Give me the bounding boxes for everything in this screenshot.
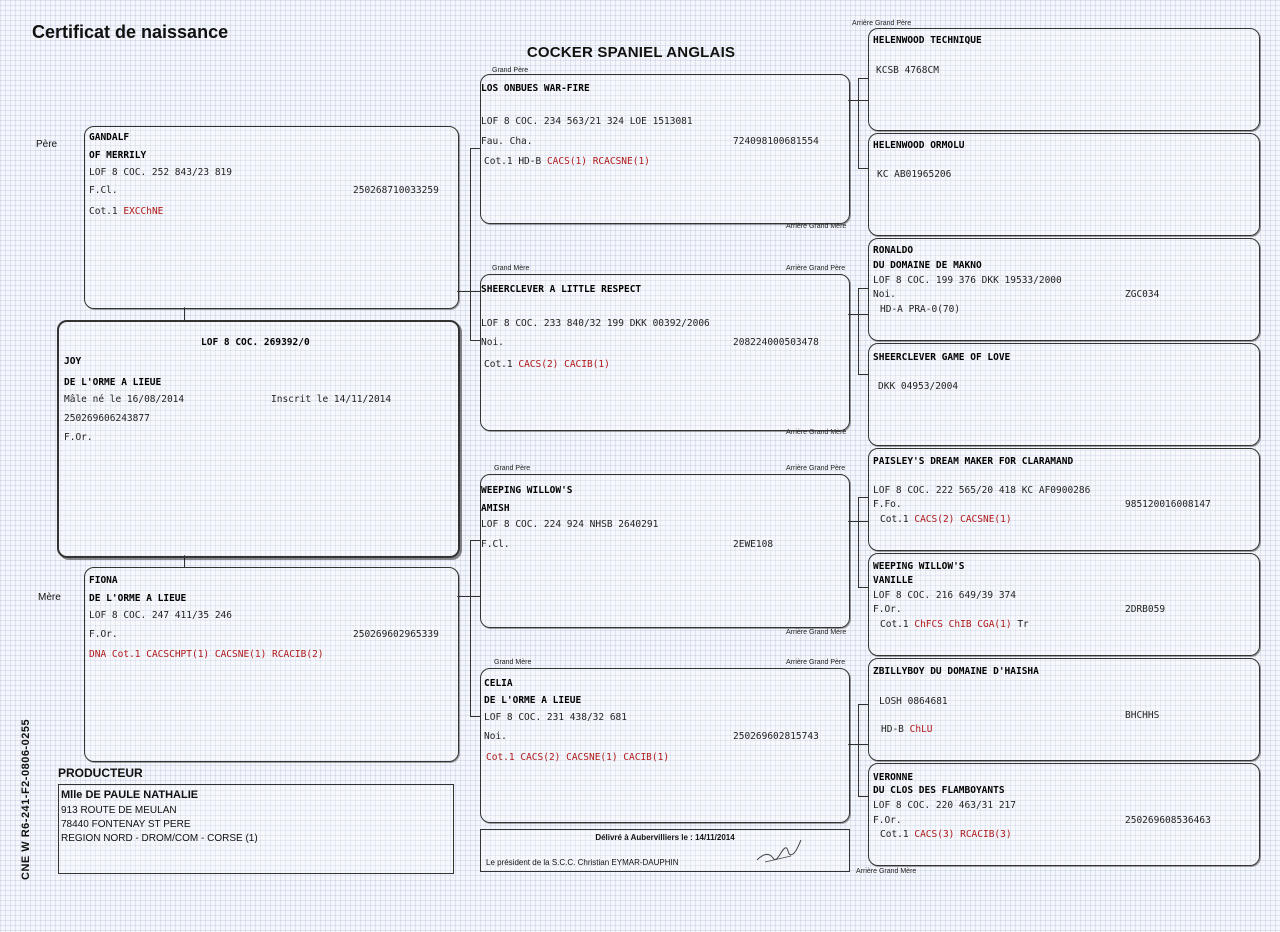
pere-label: Père xyxy=(36,139,58,150)
document-title: Certificat de naissance xyxy=(32,22,229,42)
great-grandparent-3-name: RONALDO xyxy=(873,245,914,256)
grandparent-1-color: Fau. Cha. xyxy=(481,136,533,147)
dam-titles: CACSCHPT(1) CACSNE(1) RCACIB(2) xyxy=(146,649,324,660)
grandparent-3-name: WEEPING WILLOW'S xyxy=(481,485,573,496)
grandparent-box-2 xyxy=(480,274,850,431)
great-grandparent-3-titles: HD-A PRA-0(70) xyxy=(880,304,961,315)
great-grandparent-4-registration: DKK 04953/2004 xyxy=(878,381,959,392)
grandparent-1-titles: CACS(1) RCACSNE(1) xyxy=(546,156,650,167)
great-grandparent-box-3 xyxy=(868,238,1260,341)
great-grandparent-6-titles: ChFCS ChIB CGA(1) xyxy=(914,619,1012,630)
great-grandparent-box-1 xyxy=(868,28,1260,131)
label-arriere-grand-mere-1: Arrière Grand Mère xyxy=(786,223,847,230)
mere-label: Mère xyxy=(38,592,61,603)
grandparent-4-titles: CACS(2) CACSNE(1) CACIB(1) xyxy=(520,752,670,763)
subject-name: JOY xyxy=(64,356,82,367)
dam-titles-line xyxy=(89,650,324,660)
producer-box xyxy=(58,784,454,874)
great-grandparent-3-affix: DU DOMAINE DE MAKNO xyxy=(873,260,982,271)
subject-registered: Inscrit le 14/11/2014 xyxy=(271,394,392,405)
grandparent-1-cot: Cot.1 HD-B xyxy=(484,156,542,167)
dam-chip: 250269602965339 xyxy=(353,629,439,640)
great-grandparent-7-cot: HD-B xyxy=(881,724,904,735)
subject-chip: 250269606243877 xyxy=(64,413,150,424)
great-grandparent-7-name: ZBILLYBOY DU DOMAINE D'HAISHA xyxy=(873,666,1039,677)
subject-color: F.Or. xyxy=(64,432,93,443)
sire-affix: OF MERRILY xyxy=(89,150,147,161)
producer-name: Mlle DE PAULE NATHALIE xyxy=(61,789,199,801)
great-grandparent-8-name: VERONNE xyxy=(873,772,914,783)
subject-registration: LOF 8 COC. 269392/0 xyxy=(201,337,310,348)
great-grandparent-4-name: SHEERCLEVER GAME OF LOVE xyxy=(873,352,1011,363)
great-grandparent-box-8 xyxy=(868,763,1260,866)
great-grandparent-2-name: HELENWOOD ORMOLU xyxy=(873,140,965,151)
producer-region: REGION NORD - DROM/COM - CORSE (1) xyxy=(61,833,258,844)
great-grandparent-8-affix: DU CLOS DES FLAMBOYANTS xyxy=(873,785,1005,796)
great-grandparent-box-5 xyxy=(868,448,1260,551)
producer-address1: 913 ROUTE DE MEULAN xyxy=(61,805,177,816)
grandparent-2-name: SHEERCLEVER A LITTLE RESPECT xyxy=(481,284,642,295)
great-grandparent-7-chip: BHCHHS xyxy=(1125,710,1160,721)
great-grandparent-8-titles: CACS(3) RCACIB(3) xyxy=(914,829,1012,840)
sire-color: F.Cl. xyxy=(89,185,118,196)
sire-cot: Cot.1 xyxy=(89,206,118,217)
delivery-issued: Délivré à Aubervilliers le : 14/11/2014 xyxy=(595,833,735,842)
label-arriere-grand-pere-1: Arrière Grand Père xyxy=(852,20,912,27)
grandparent-2-titles-line xyxy=(484,360,610,370)
grandparent-3-chip: 2EWE108 xyxy=(733,539,774,550)
grandparent-4-titles-line xyxy=(486,753,669,763)
label-arriere-grand-pere-4: Arrière Grand Père xyxy=(786,659,846,666)
great-grandparent-5-registration: LOF 8 COC. 222 565/20 418 KC AF0900286 xyxy=(873,485,1091,496)
great-grandparent-6-chip: 2DRB059 xyxy=(1125,604,1166,615)
great-grandparent-box-4 xyxy=(868,343,1260,446)
subject-box xyxy=(57,320,460,558)
grandparent-4-color: Noi. xyxy=(484,731,507,742)
great-grandparent-6-affix: VANILLE xyxy=(873,575,914,586)
great-grandparent-8-color: F.Or. xyxy=(873,815,902,826)
great-grandparent-5-color: F.Fo. xyxy=(873,499,902,510)
label-arriere-grand-mere-4: Arrière Grand Mère xyxy=(856,868,917,875)
great-grandparent-box-6 xyxy=(868,553,1260,656)
label-grand-mere-1: Grand Mère xyxy=(492,265,530,272)
label-arriere-grand-mere-2: Arrière Grand Mère xyxy=(786,429,847,436)
grandparent-4-chip: 250269602815743 xyxy=(733,731,819,742)
great-grandparent-6-color: F.Or. xyxy=(873,604,902,615)
sire-titles: EXCChNE xyxy=(123,206,164,217)
sire-chip: 250268710033259 xyxy=(353,185,439,196)
producer-heading: PRODUCTEUR xyxy=(58,766,143,780)
delivery-box xyxy=(480,829,850,872)
great-grandparent-5-chip: 985120016008147 xyxy=(1125,499,1211,510)
dam-name: FIONA xyxy=(89,575,118,586)
sire-name: GANDALF xyxy=(89,132,130,143)
breed-title: COCKER SPANIEL ANGLAIS xyxy=(526,44,736,61)
grandparent-2-titles: CACS(2) CACIB(1) xyxy=(518,359,610,370)
great-grandparent-3-color: Noi. xyxy=(873,289,896,300)
grandparent-1-name: LOS ONBUES WAR-FIRE xyxy=(481,83,590,94)
grandparent-3-color: F.Cl. xyxy=(481,539,510,550)
great-grandparent-7-titles-line xyxy=(881,725,933,735)
grandparent-box-3 xyxy=(480,474,850,628)
great-grandparent-5-titles: CACS(2) CACSNE(1) xyxy=(914,514,1012,525)
great-grandparent-3-chip: ZGC034 xyxy=(1125,289,1160,300)
producer-address2: 78440 FONTENAY ST PERE xyxy=(61,819,191,830)
great-grandparent-8-cot: Cot.1 xyxy=(880,829,909,840)
great-grandparent-7-registration: LOSH 0864681 xyxy=(879,696,948,707)
sire-box xyxy=(84,126,459,309)
dam-color: F.Or. xyxy=(89,629,118,640)
great-grandparent-5-titles-line xyxy=(880,515,1012,525)
great-grandparent-6-name: WEEPING WILLOW'S xyxy=(873,561,965,572)
signature-mark xyxy=(753,836,803,868)
great-grandparent-3-registration: LOF 8 COC. 199 376 DKK 19533/2000 xyxy=(873,275,1062,286)
great-grandparent-2-registration: KC AB01965206 xyxy=(877,169,952,180)
label-arriere-grand-mere-3: Arrière Grand Mère xyxy=(786,629,847,636)
great-grandparent-6-cot: Cot.1 xyxy=(880,619,909,630)
grandparent-2-cot: Cot.1 xyxy=(484,359,513,370)
great-grandparent-8-titles-line xyxy=(880,830,1012,840)
great-grandparent-box-7 xyxy=(868,658,1260,761)
side-code: CNE W R6-241-F2-0806-0255 xyxy=(20,718,32,880)
dam-registration: LOF 8 COC. 247 411/35 246 xyxy=(89,610,232,621)
grandparent-3-affix: AMISH xyxy=(481,503,510,514)
great-grandparent-1-name: HELENWOOD TECHNIQUE xyxy=(873,35,982,46)
grandparent-box-1 xyxy=(480,74,850,224)
label-grand-pere-1: Grand Père xyxy=(492,67,529,74)
grandparent-4-registration: LOF 8 COC. 231 438/32 681 xyxy=(484,712,627,723)
great-grandparent-5-name: PAISLEY'S DREAM MAKER FOR CLARAMAND xyxy=(873,456,1074,467)
subject-affix: DE L'ORME A LIEUE xyxy=(64,377,162,388)
grandparent-3-registration: LOF 8 COC. 224 924 NHSB 2640291 xyxy=(481,519,659,530)
label-arriere-grand-pere-3: Arrière Grand Père xyxy=(786,465,846,472)
great-grandparent-6-titles-line xyxy=(880,620,1029,630)
grandparent-2-registration: LOF 8 COC. 233 840/32 199 DKK 00392/2006 xyxy=(481,318,710,329)
great-grandparent-5-cot: Cot.1 xyxy=(880,514,909,525)
label-grand-mere-2: Grand Mère xyxy=(494,659,532,666)
grandparent-box-4 xyxy=(480,668,850,823)
great-grandparent-box-2 xyxy=(868,133,1260,236)
grandparent-1-titles-line xyxy=(484,157,650,167)
great-grandparent-7-titles: ChLU xyxy=(909,724,933,735)
sire-titles-line xyxy=(89,207,163,217)
sire-registration: LOF 8 COC. 252 843/23 819 xyxy=(89,167,232,178)
delivery-president: Le président de la S.C.C. Christian EYMAR-DAUPHIN xyxy=(486,858,679,867)
subject-sex-birth: Mâle né le 16/08/2014 xyxy=(64,394,185,405)
label-arriere-grand-pere-2: Arrière Grand Père xyxy=(786,265,846,272)
dam-box xyxy=(84,567,459,762)
grandparent-4-name: CELIA xyxy=(484,678,513,689)
great-grandparent-6-extra: Tr xyxy=(1017,619,1029,630)
grandparent-4-cot: Cot.1 xyxy=(486,752,515,763)
grandparent-4-affix: DE L'ORME A LIEUE xyxy=(484,695,582,706)
great-grandparent-1-registration: KCSB 4768CM xyxy=(876,65,939,76)
great-grandparent-8-registration: LOF 8 COC. 220 463/31 217 xyxy=(873,800,1016,811)
grandparent-1-chip: 724098100681554 xyxy=(733,136,819,147)
dam-cot: DNA Cot.1 xyxy=(89,649,141,660)
grandparent-2-chip: 208224000503478 xyxy=(733,337,819,348)
grandparent-2-color: Noi. xyxy=(481,337,504,348)
great-grandparent-8-chip: 250269608536463 xyxy=(1125,815,1211,826)
grandparent-1-registration: LOF 8 COC. 234 563/21 324 LOE 1513081 xyxy=(481,116,693,127)
great-grandparent-6-registration: LOF 8 COC. 216 649/39 374 xyxy=(873,590,1016,601)
label-grand-pere-2: Grand Père xyxy=(494,465,531,472)
dam-affix: DE L'ORME A LIEUE xyxy=(89,593,187,604)
